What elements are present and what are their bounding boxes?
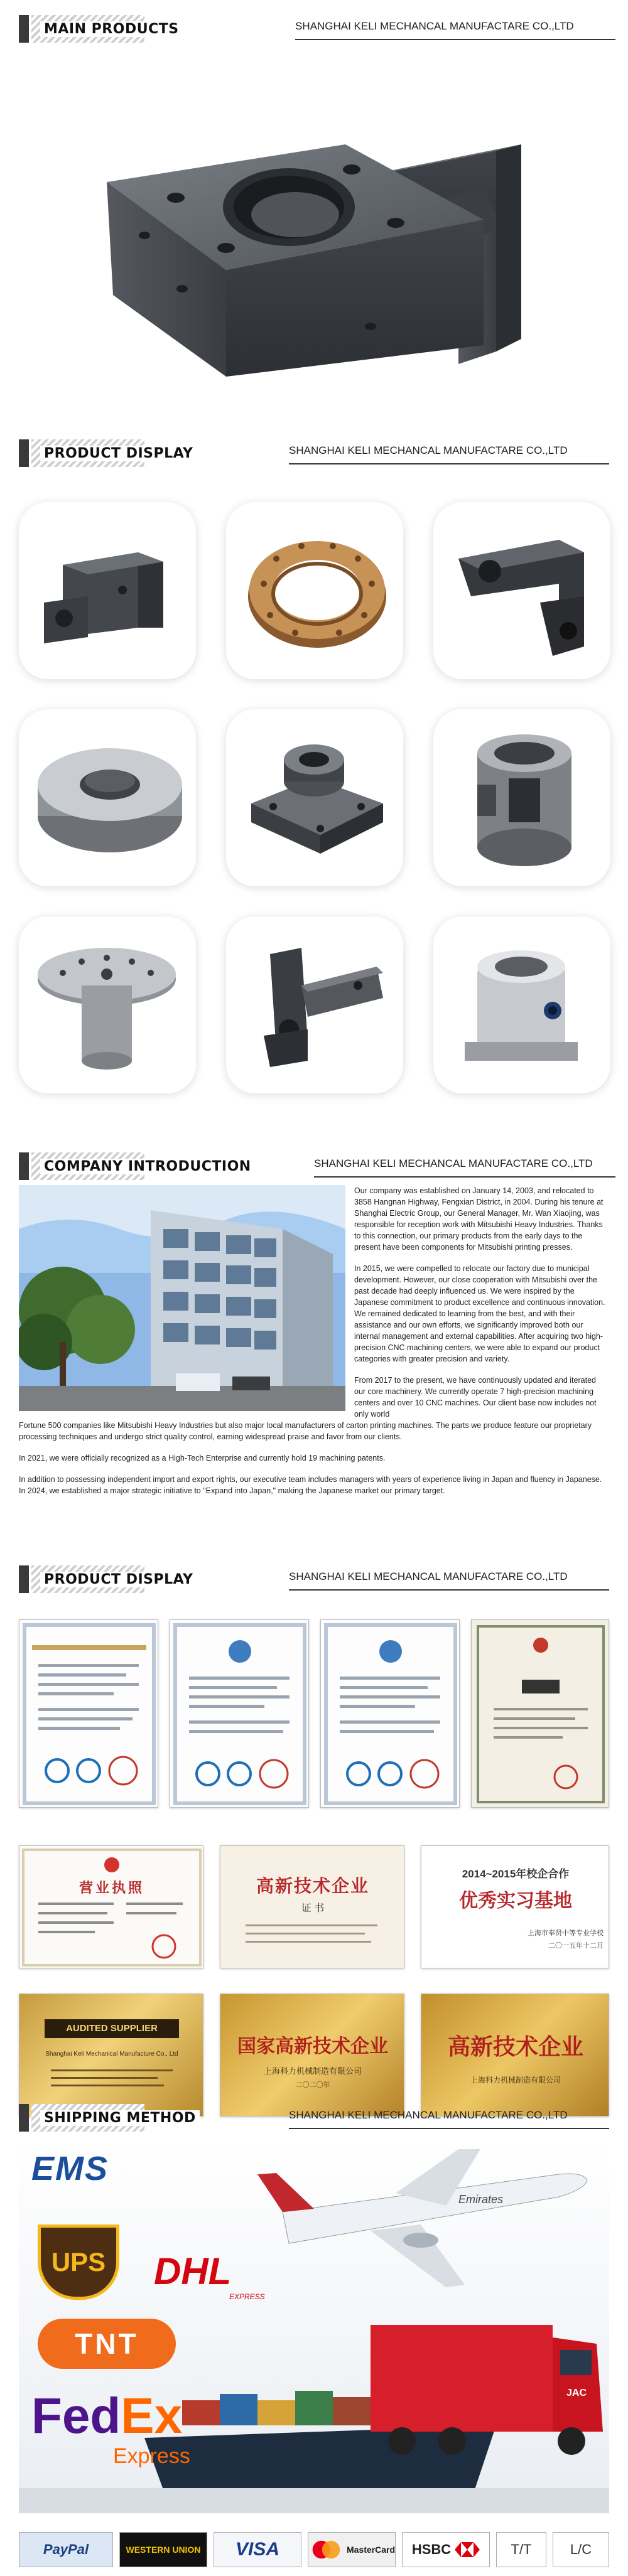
fedex-fed: Fed xyxy=(31,2388,121,2444)
fedex-express-label: Express xyxy=(113,2444,190,2468)
company-name: SHANGHAI KELI MECHANCAL MANUFACTARE CO.,LTD xyxy=(314,1157,593,1169)
company-name: SHANGHAI KELI MECHANCAL MANUFACTARE CO.,LTD xyxy=(289,444,568,456)
high-tech-plaque-title: 高新技术企业 xyxy=(447,2034,583,2059)
intro-text-right xyxy=(354,1185,609,1420)
certificate-display-header xyxy=(19,1565,609,1593)
intro-paragraph: In addition to possessing independent import and export rights, our executive team includes managers with years of experience living in Japan and fluency in Japanese. In 2024, we established a major strategic initiative to "Expand into Japan," making the Japanese market our primary target. xyxy=(19,1475,602,1495)
high-tech-plaque-org: 上海科力机械制造有限公司 xyxy=(470,2076,561,2085)
dhl-express-label: EXPRESS xyxy=(229,2292,265,2301)
intro-text-full xyxy=(19,1420,609,1506)
hsbc-badge xyxy=(402,2532,490,2567)
audited-supplier-name: Shanghai Keli Mechanical Manufacture Co., Ltd xyxy=(45,2051,178,2058)
product-card-slotted-sleeve[interactable] xyxy=(433,709,610,886)
product-card-flange-block[interactable] xyxy=(226,709,403,886)
product-card-bronze-ring[interactable] xyxy=(226,502,403,679)
product-display-header xyxy=(19,439,609,467)
lc-badge: L/C xyxy=(553,2532,609,2567)
factory-building-photo xyxy=(19,1185,345,1411)
fedex-logo xyxy=(31,2388,182,2444)
western-union-badge: WESTERN UNION xyxy=(119,2532,207,2567)
product-card-block-bracket[interactable] xyxy=(19,502,196,679)
dhl-logo: DHL xyxy=(154,2250,232,2292)
high-tech-certificate xyxy=(220,1845,404,1968)
shipping-method-header xyxy=(19,2104,609,2132)
intro-paragraph: Our company was established on January 14, 2003, and relocated to 3858 Hangnan Highway, Fengxian District, in 2004. During his tenure at Shanghai Electric Group, our General Manager, Mr. Wan Xiaojing, was responsible for reception work with Mitsubishi Heavy Industries. Thanks to this connection, our primary products from the early days to the present have been components for Mitsubishi printing presses. xyxy=(354,1186,604,1252)
visa-badge: VISA xyxy=(214,2532,301,2567)
hero-product-image xyxy=(19,50,609,408)
tnt-logo: TNT xyxy=(38,2319,176,2369)
section-title: MAIN PRODUCTS xyxy=(40,21,183,37)
national-high-tech-year: 二〇二〇年 xyxy=(295,2081,330,2089)
iso-certificate-2 xyxy=(170,1619,309,1808)
truck-badge-text: JAC xyxy=(566,2388,587,2398)
intro-paragraph: In 2015, we were compelled to relocate our factory due to municipal development. However, our close cooperation with Mitsubishi over the past decade had deeply influenced us. We were inspired by the Japanese commitment to product excellence and continuous innovation. We remained dedicated to learning from the best, and with their assistance and our own efforts, we significantly improved both our internal management and external capabilities. After acquiring two high-precision CNC machining centers, we were able to expand our product categories with greater precision and variety. xyxy=(354,1264,605,1363)
main-products-header xyxy=(19,15,609,43)
iso-certificate-3 xyxy=(320,1619,460,1808)
ups-logo: UPS xyxy=(38,2224,119,2300)
plaque-main-text: 优秀实习基地 xyxy=(459,1891,572,1911)
product-card-lever-arm[interactable] xyxy=(226,916,403,1093)
iso-certificate-1 xyxy=(19,1619,158,1808)
section-title: COMPANY INTRODUCTION xyxy=(40,1159,255,1174)
shipping-banner xyxy=(19,2137,609,2513)
intro-paragraph: In 2021, we were officially recognized as a High-Tech Enterprise and currently hold 19 machining patents. xyxy=(19,1454,386,1462)
national-high-tech-org: 上海科力机械制造有限公司 xyxy=(263,2066,362,2076)
section-title: SHIPPING METHOD xyxy=(40,2110,200,2126)
ems-logo: EMS xyxy=(31,2150,109,2187)
high-tech-plaque xyxy=(421,1994,609,2117)
high-tech-certificate-sub: 证 书 xyxy=(301,1903,325,1914)
tt-badge: T/T xyxy=(496,2532,546,2567)
internship-base-plaque xyxy=(421,1845,609,1968)
business-license xyxy=(19,1845,203,1968)
company-name: SHANGHAI KELI MECHANCAL MANUFACTARE CO.,LTD xyxy=(289,1570,568,1582)
mastercard-label: MasterCard xyxy=(346,2545,395,2555)
audited-supplier-plaque xyxy=(19,1994,203,2117)
plaque-top-text: 2014~2015年校企合作 xyxy=(462,1868,570,1880)
company-name: SHANGHAI KELI MECHANCAL MANUFACTARE CO.,LTD xyxy=(295,20,574,32)
business-license-title: 营业执照 xyxy=(78,1880,144,1896)
fedex-ex: Ex xyxy=(121,2388,183,2444)
audited-supplier-title: AUDITED SUPPLIER xyxy=(45,2019,179,2038)
high-tech-certificate-title: 高新技术企业 xyxy=(256,1876,369,1896)
product-card-shaft-plate[interactable] xyxy=(19,916,196,1093)
hsbc-hexagon-icon xyxy=(455,2542,480,2557)
national-high-tech-plaque xyxy=(220,1994,404,2117)
intro-paragraph: From 2017 to the present, we have continuously updated and iterated our core machinery. We currently operate 7 high-precision machining centers and over 10 CNC machines. Our client base now includes not only world xyxy=(354,1376,597,1419)
company-introduction-header xyxy=(19,1152,609,1180)
plane-livery-text: Emirates xyxy=(458,2193,504,2206)
product-card-steel-disc[interactable] xyxy=(19,709,196,886)
hsbc-label: HSBC xyxy=(411,2541,452,2557)
company-name: SHANGHAI KELI MECHANCAL MANUFACTARE CO.,LTD xyxy=(289,2109,568,2121)
patent-certificate xyxy=(471,1619,609,1808)
mastercard-icon xyxy=(308,2538,344,2561)
intro-paragraph: Fortune 500 companies like Mitsubishi Heavy Industries but also major local manufacturers of carton printing machines. The parts we produce feature our proprietary processing techniques and undergo strict quality control, earning widespread praise and favor from our clients. xyxy=(19,1421,592,1441)
plaque-org-text: 上海市奉贤中等专业学校 xyxy=(528,1929,604,1937)
paypal-badge: PayPal xyxy=(19,2532,113,2567)
mastercard-badge xyxy=(308,2532,396,2567)
product-card-clamp-link[interactable] xyxy=(433,502,610,679)
product-card-bearing-housing[interactable] xyxy=(433,916,610,1093)
plaque-date-text: 二〇一五年十二月 xyxy=(548,1942,604,1950)
section-title: PRODUCT DISPLAY xyxy=(40,1572,197,1587)
national-high-tech-title: 国家高新技术企业 xyxy=(237,2036,388,2057)
section-title: PRODUCT DISPLAY xyxy=(40,446,197,461)
